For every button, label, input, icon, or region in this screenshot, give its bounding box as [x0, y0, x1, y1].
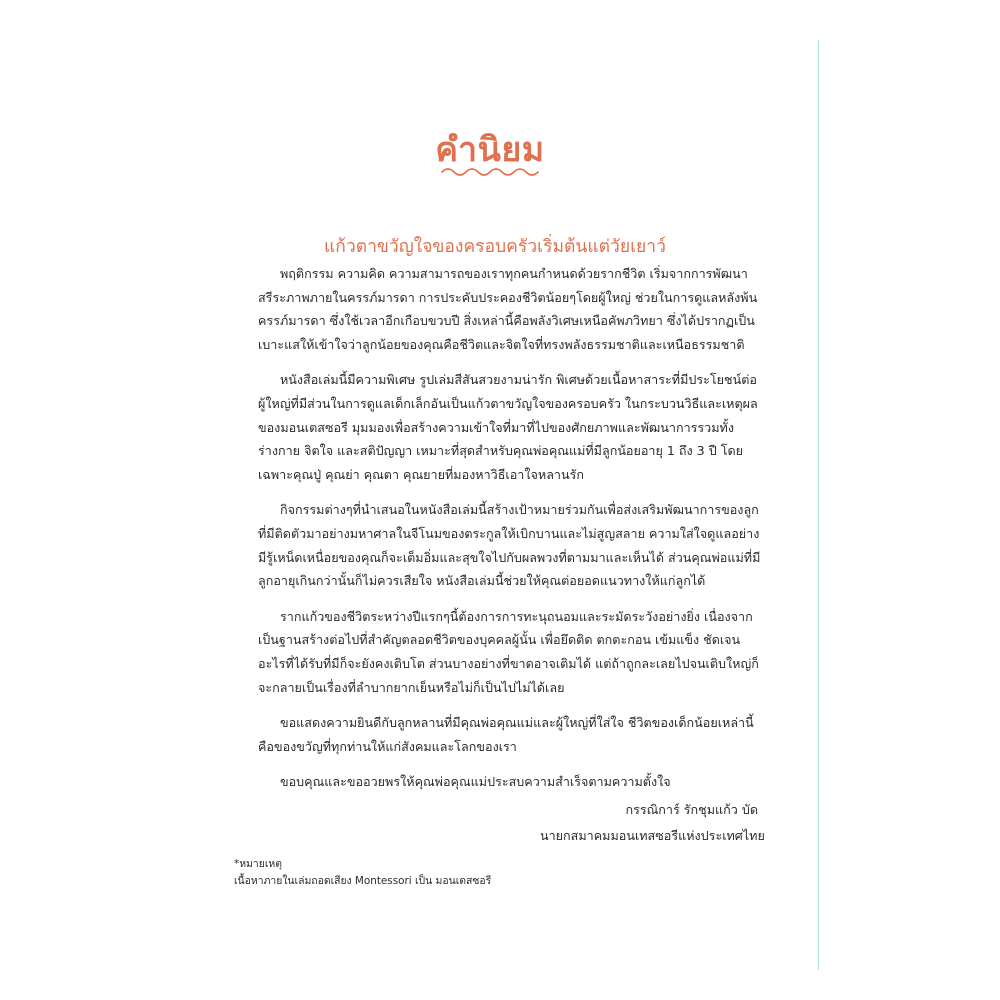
paragraph: พฤติกรรม ความคิด ความสามารถของเราทุกคนกำหนดด้วยรากชีวิต เริ่มจากการพัฒนาสรีระภาพภายในครรภ์มารดา การประคับประคองชีวิตน้อยๆโดยผู้ใหญ่ ช่วยในการดูแลหลังพ้นครรภ์มารดา ซึ่งใช้เวลาอีกเกือบขวบปี สิ่งเหล่านี้คือพลังวิเศษเหนือคัพภวิทยา ซึ่งได้ปรากฏเป็นเบาะแสให้เข้าใจว่าลูกน้อยของคุณคือชีวิตและจิตใจที่ทรงพลังธรรมชาติและเหนือธรรมชาติ [258, 266, 758, 352]
paragraph: ขอบคุณและขออวยพรให้คุณพ่อคุณแม่ประสบความสำเร็จตามความตั้งใจ [280, 774, 671, 790]
page-edge-line [818, 40, 819, 970]
foreword-body [258, 262, 763, 806]
paragraph: ขอแสดงความยินดีกับลูกหลานที่มีคุณพ่อคุณแม่และผู้ใหญ่ที่ใส่ใจ ชีวิตของเด็กน้อยเหล่านี้คือของขวัญที่ทุกท่านให้แก่สังคมและโลกของเรา [258, 715, 754, 754]
signature-name: กรรณิการ์ รักชุมแก้ว บัด [625, 802, 758, 817]
footnote [234, 856, 634, 890]
title-squiggle-decoration [440, 166, 540, 178]
signature-position: นายกสมาคมมอนเทสซอรีแห่งประเทศไทย [540, 828, 765, 843]
page-subtitle: แก้วตาขวัญใจของครอบครัวเริ่มต้นแต่วัยเยาว์ [324, 237, 666, 257]
footnote-label: *หมายเหตุ [234, 858, 282, 870]
paragraph: กิจกรรมต่างๆที่นำเสนอในหนังสือเล่มนี้สร้างเป้าหมายร่วมกันเพื่อส่งเสริมพัฒนาการของลูกที่มีติดตัวมาอย่างมหาศาลในจีโนมของตระกูลให้เบิกบานและไม่สูญสลาย ความใส่ใจดูแลอย่างมีรู้เหน็ดเหนื่อยของคุณก็จะเต็มอิ่มและสุขใจไปกับผลพวงที่ตามมาและเห็นได้ ส่วนคุณพ่อแม่ที่มีลูกอายุเกินกว่านั้นก็ไม่ควรเสียใจ หนังสือเล่มนี้ช่วยให้คุณต่อยอดแนวทางให้แก่ลูกได้ [258, 502, 761, 589]
paragraph: รากแก้วของชีวิตระหว่างปีแรกๆนี้ต้องการการทะนุถนอมและระมัดระวังอย่างยิ่ง เนื่องจากเป็นฐานสร้างต่อไปที่สำคัญตลอดชีวิตของบุคคลผู้นั้น เพื่อยึดติด ตกตะกอน เข้มแข็ง ชัดเจน อะไรที่ได้รับที่มีก็จะยังคงเติบโต ส่วนบางอย่างที่ขาดอาจเติมได้ แต่ถ้าถูกละเลยไปจนเติบใหญ่ก็จะกลายเป็นเรื่องที่ลำบากยากเย็นหรือไม่ก็เป็นไปไม่ได้เลย [258, 608, 759, 695]
page-title: คำนิยม [435, 130, 545, 170]
signature-block [540, 797, 765, 849]
paragraph: หนังสือเล่มนี้มีความพิเศษ รูปเล่มสีสันสวยงามน่ารัก พิเศษด้วยเนื้อหาสาระที่มีประโยชน์ต่อผู้ใหญ่ที่มีส่วนในการดูแลเด็กเล็กอันเป็นแก้วตาขวัญใจของครอบครัว ในกระบวนวิธีและเหตุผลของมอนเตสซอรี มุมมองเพื่อสร้างความเข้าใจที่มาที่ไปของศักยภาพและพัฒนาการรวมทั้งร่างกาย จิตใจ และสติปัญญา เหมาะที่สุดสำหรับคุณพ่อคุณแม่ที่มีลูกน้อยอายุ 1 ถึง 3 ปี โดยเฉพาะคุณปู่ คุณย่า คุณตา คุณยายที่มองหาวิธีเอาใจหลานรัก [258, 372, 758, 482]
footnote-text: เนื้อหาภายในเล่มถอดเสียง Montessori เป็น มอนเตสซอรี [234, 875, 492, 887]
